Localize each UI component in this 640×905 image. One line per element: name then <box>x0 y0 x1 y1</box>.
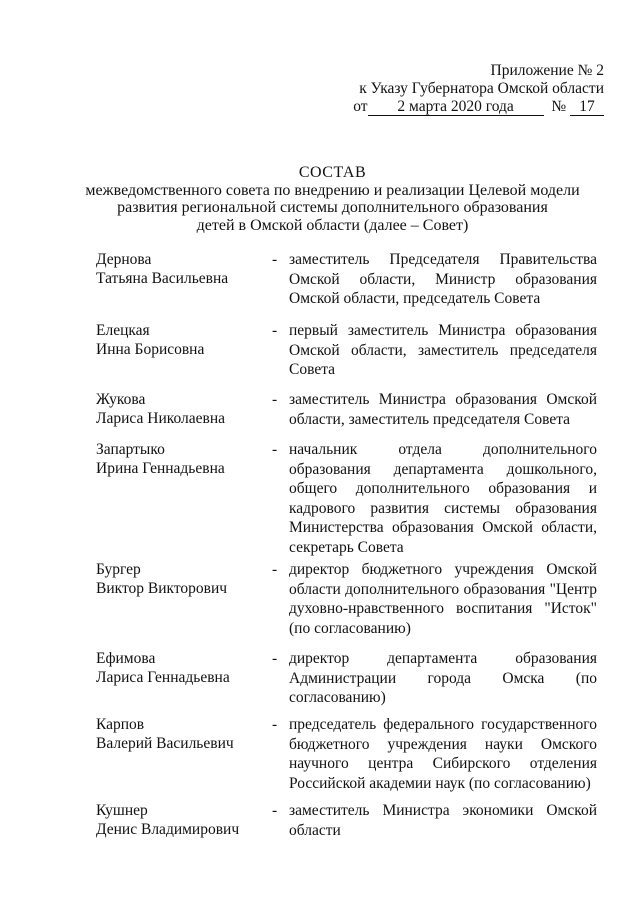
member-given-name: Татьяна Васильевна <box>96 270 229 287</box>
member-surname: Карпов <box>96 716 145 733</box>
number-prefix: № <box>551 98 567 115</box>
member-role: заместитель Министра образования Омской области, заместитель председателя Совета <box>289 391 597 428</box>
member-surname: Запартыко <box>96 441 165 458</box>
date-value: 2 марта 2020 года <box>397 98 514 115</box>
member-given-name: Денис Владимирович <box>96 821 240 838</box>
member-given-name: Инна Борисовна <box>96 341 205 358</box>
member-dash: - <box>272 251 278 268</box>
member-name <box>96 649 266 687</box>
member-surname: Жукова <box>96 391 146 408</box>
title-line-1: межведомственного совета по внедрению и реализации Целевой модели <box>85 181 580 199</box>
member-given-name: Лариса Геннадьевна <box>96 669 230 686</box>
member-name <box>96 250 266 288</box>
member-name <box>96 715 266 753</box>
title-line-2: развития региональной системы дополнительного образования <box>117 199 548 216</box>
member-role: заместитель Министра экономики Омской области <box>289 802 597 839</box>
member-surname: Елецкая <box>96 322 150 339</box>
appendix-decree: к Указу Губернатора Омской области <box>359 80 604 97</box>
date-prefix: от <box>353 98 368 115</box>
member-dash: - <box>272 322 278 339</box>
member-name <box>96 440 266 478</box>
member-given-name: Виктор Викторович <box>96 580 228 597</box>
member-role: директор бюджетного учреждения Омской области дополнительного образования "Центр духовно-нравственного воспитания "Исток" (по согласованию) <box>289 561 597 637</box>
member-role: директор департамента образования Администрации города Омска (по согласованию) <box>289 650 597 706</box>
member-surname: Дернова <box>96 251 152 268</box>
member-name <box>96 801 266 839</box>
member-role: начальник отдела дополнительного образования департамента дошкольного, общего дополнительного образования и кадрового развития системы образования Министерства образования Омской области, секретарь Совета <box>289 441 597 556</box>
appendix-number: Приложение № 2 <box>490 62 604 79</box>
member-given-name: Лариса Николаевна <box>96 410 226 427</box>
member-dash: - <box>272 441 278 458</box>
member-given-name: Валерий Васильевич <box>96 735 234 752</box>
member-name <box>96 321 266 359</box>
member-dash: - <box>272 716 278 733</box>
title-heading: СОСТАВ <box>298 164 367 181</box>
member-name <box>96 560 266 598</box>
member-dash: - <box>272 391 278 408</box>
member-dash: - <box>272 802 278 819</box>
member-dash: - <box>272 650 278 667</box>
member-role: заместитель Председателя Правительства Омской области, Министр образования Омской области, председатель Совета <box>289 251 597 307</box>
member-dash: - <box>272 561 278 578</box>
member-surname: Ефимова <box>96 650 156 667</box>
number-value: 17 <box>579 98 595 115</box>
member-name <box>96 390 266 428</box>
member-given-name: Ирина Геннадьевна <box>96 460 225 477</box>
member-surname: Бургер <box>96 561 141 578</box>
title-line-3: детей в Омской области (далее – Совет) <box>196 216 469 234</box>
member-role: первый заместитель Министра образования Омской области, заместитель председателя Совета <box>289 322 597 378</box>
member-role: председатель федерального государственного бюджетного учреждения науки Омского научного центра Сибирского отделения Российской академии наук (по согласованию) <box>289 716 597 792</box>
member-surname: Кушнер <box>96 802 148 819</box>
